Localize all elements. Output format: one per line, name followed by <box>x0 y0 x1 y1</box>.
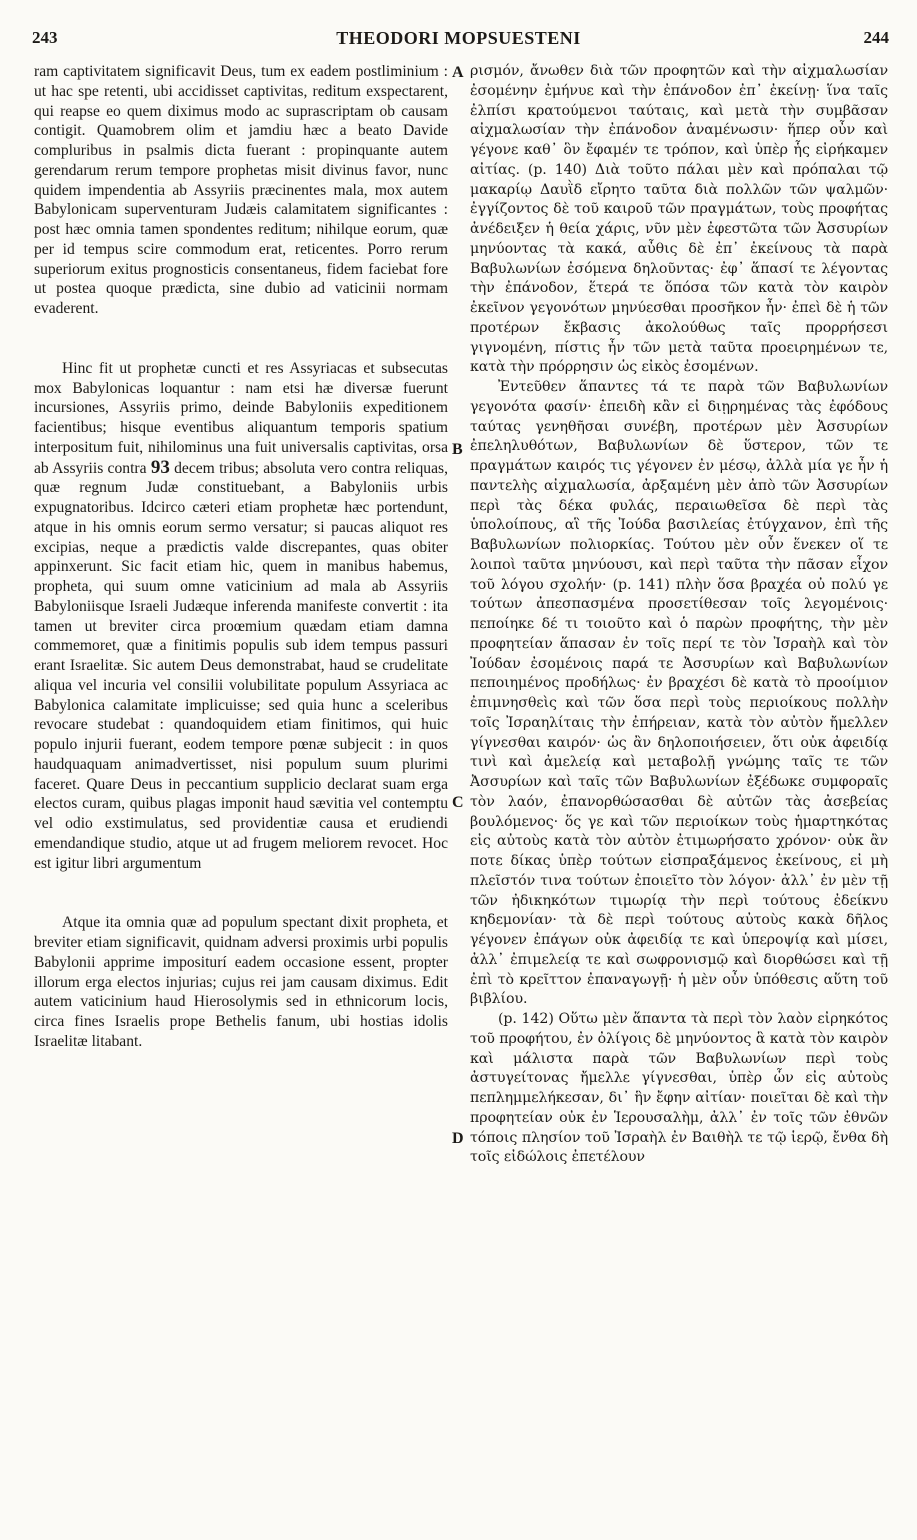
latin-paragraph-2 <box>34 359 448 874</box>
left-page-number: 243 <box>32 28 58 47</box>
right-page-number: 244 <box>863 28 889 47</box>
latin-paragraph-2-start: Hinc fit ut prophetæ cuncti et res Assyriacas et subsecutas mox Babylonicas loquantur : nam etsi hæ diversæ fuerunt incursiones, Assyriis primo, deinde Babyloniis expeditionem facientibus; hisque eventibus aliquantum temporis spatium interpositum fuit, nihilominus una fuit universalis captivitas, orsa ab Assyriis contra <box>34 359 448 477</box>
greek-paragraph-2: Ἐντεῦθεν ἅπαντες τά τε παρὰ τῶν Βαβυλωνίων γεγονότα φασίν· ἐπειδὴ κἂν εἰ διῃρημένας τὰς ἐφόδους ταύτας γενηθῆσαι συνέβη, προτέρων μὲν Ἀσσυρίων ἐπεληλυθότων, Βαβυλωνίων δὲ ὕστερον, τῶν τε πραγμάτων καιρός τις γέγονεν ἐν μέσῳ, ἀλλὰ μία γε ἦν ἡ παντελὴς αἰχμαλωσία, ἀρξαμένη μὲν ἀπὸ τῶν Ἀσσυρίων περὶ τὰς δέκα φυλάς, περαιωθεῖσα δὲ περὶ τὰς ὑπολοίπους, αἳ τῆς Ἰούδα βασιλείας ἐτύγχανον, ἐπὶ τῆς Βαβυλωνίων πολιορκίας. Τούτου μὲν οὖν ἕνεκεν οἵ τε λοιποὶ ταῦτα μηνύουσι, καὶ περὶ ταῦτα τὴν πᾶσαν εἶχον τοῦ λόγου σχολήν· (p. 141) πλὴν ὅσα βραχέα οὐ πολύ γε τούτων ἀπεσπασμένα προσετίθεσαν τοῖς λεγομένοις· πεποίηκε δέ τι τοιοῦτο καὶ ὁ παρὼν προφήτης, τὴν μὲν προφητείαν ἅπασαν ἐν τοῖς περί τε τὸν Ἰσραὴλ καὶ τὸν Ἰούδαν ἐσομένοις παρά τε Ἀσσυρίων καὶ Βαβυλωνίων πεποιημένος προδήλως· ἐν βραχέσι δὲ κατὰ τὸ προοίμιον ἐπιμνησθεὶς καὶ τῶν ὅσα περὶ τοὺς περιοίκους πολλὴν τοῖς Ἰσραηλίταις τὴν ἐπήρειαν, κατὰ τὸν αὐτὸν ἤμελλεν γίγνεσθαι καιρόν· ὡς ἂν δηλοποιήσειεν, ὅτι οὐκ ἀφειδίᾳ τινὶ καὶ ἀμελείᾳ καὶ μεταβολῇ γνώμης ταῖς τε τῶν Ἀσσυρίων καὶ ταῖς τῶν Βαβυλωνίων ἐξέδωκε συμφοραῖς τὸν λαόν, ἐπανορθώσασθαι δὲ αὐτῶν τὰς ἀσεβείας βουλόμενος· ὅς γε καὶ τῶν περιοίκων τοὺς ἡμαρτηκότας εἰς αὐτοὺς κατὰ τὸν αὐτὸν ἐτιμωρήσατο χρόνον· οὐκ ἂν ποτε δίκας ὑπὲρ τούτων εἰσπραξάμενος ἐκείνους, εἰ μὴ πλεῖστόν τινα τούτων ἐποιεῖτο τὸν λόγον· ἀλλ᾽ ἐν μὲν τῇ τῶν ἠδικηκότων τιμωρίᾳ τὴν περὶ τούτους ἐδείκνυ κηδεμονίαν· τὰ δὲ περὶ τούτους αὐτοὺς κακὰ δῆλος γέγονεν ἐπάγων οὐκ ἀφειδίᾳ τε καὶ ὑπεροψίᾳ καὶ μίσει, ἀλλ᾽ ἐπιμελείᾳ τε καὶ σωφρονισμῷ καὶ διορθώσει καὶ τῇ ἐπὶ τὸ κρεῖττον ἐπαναγωγῇ· ἡ μὲν οὖν ὑπόθεσις αὕτη τοῦ βιβλίου. <box>470 379 888 1008</box>
latin-paragraph-2-end: decem tribus; absoluta vero contra reliquas, quæ regnum Judæ constituebant, a Babyloniis urbis expugnatoribus. Idcirco cæteri etiam prophetæ hæc portendunt, atque in his omnis eorum sermo versatur; si paucas aliquot res excipias, neque a prædictis valde discrepantes, quas obiter appinxerunt. Sic facit etiam hic, quem in manibus habemus, propheta, qui suum omne vaticinium ad mala ab Assyriis Babyloniisque Israeli Judæque inferenda manifeste convertit : ita tamen ut breviter circa proœmium quædam etiam damna commemoret, quæ a finitimis populis sub idem tempus passuri erant Israelitæ. Sic autem Deus demonstrabat, haud se crudelitate aliqua vel incuria vel consilii volubilitate populum Assyriaca ac Babylonica calamitate implicuisse; sed quia hunc a sceleribus revocare studebat : quandoquidem etiam finitimos, qui huic populo injurii fuerant, eodem tempore pœnæ subjecit : in quos haudquaquam animadvertisset, nisi populum suum plurimi faceret. Quare Deus in peccantium supplicio declarat suam erga electos curam, quibus plagas imponit haud sævitia vel contemptu vel odio exstimulatus, sed providentiæ causa et erudiendi emendandique studio, atque ut ad frugem meliorem revocet. Hoc est igitur libri argumentum <box>34 459 448 872</box>
running-header <box>28 28 889 52</box>
paragraph-gap <box>34 319 448 359</box>
paragraph-gap <box>34 873 448 913</box>
greek-column <box>470 62 888 1168</box>
running-title: THEODORI MOPSUESTENI <box>336 28 581 48</box>
latin-column <box>34 62 448 1052</box>
section-marker-d: D <box>452 1130 464 1147</box>
column-number: 93 <box>150 456 170 478</box>
section-marker-c: C <box>452 794 464 811</box>
section-marker-a: A <box>452 64 464 81</box>
latin-paragraph-1: ram captivitatem significavit Deus, tum ex eadem postliminium : ut hac spe retenti, ubi accidisset captivitas, reditum exspectarent, qui reapse eo quem diximus modo ac suprascriptam ob causam contigit. Quamobrem olim et jamdiu hæc a beato Davide compluribus in psalmis dicta fuerant : propinquante autem gerendarum rerum tempore prophetas misit divinus favor, nunc quidem impendentia ab Assyriis præcinentes mala, mox autem Babylonicam superventuram Judæis calamitatem significantes : post hæc omnia tamen spondentes reditum; nihilque eorum, quæ per id tempus scire commodum erat, reticentes. Porro rerum superiorum exitus prognosticis consentaneus, fidem faciebat fore ut postea quoque prædicta, sine dubio ad vaticinii normam evaderent. <box>34 63 448 317</box>
greek-paragraph-1: ρισμόν, ἄνωθεν διὰ τῶν προφητῶν καὶ τὴν αἰχμαλωσίαν ἐσομένην ἐμήνυε καὶ τὴν ἐπάνοδον ἐπ᾽ ἐκείνῃ· ἵνα ταῖς ἐλπίσι κρατούμενοι ταύταις, καὶ μετὰ τὴν συμβᾶσαν αἰχμαλωσίαν τὴν ἐπάνοδον ἀναμένωσιν· ἥπερ οὖν καὶ γέγονε καθ᾽ ὃν ἔφαμέν τε τρόπον, καὶ ὑπὲρ ἧς εἰρήκαμεν αἰτίας. (p. 140) Διὰ τοῦτο πάλαι μὲν καὶ πρόπαλαι τῷ μακαρίῳ Δαυῒδ εἴρητο ταῦτα διὰ πολλῶν τῶν ψαλμῶν· ἐγγίζοντος δὲ τοῦ καιροῦ τῶν πραγμάτων, τοὺς προφήτας ἀνέδειξεν ἡ θεία χάρις, νῦν μὲν ἐφεστῶτα τῶν Ἀσσυρίων μηνύοντας τὰ κακά, αὖθις δὲ ἐπ᾽ ἐκείνους τὰ παρὰ Βαβυλωνίων ἐσόμενα δηλοῦντας· ἐφ᾽ ἅπασί τε λέγοντας τὴν ἐπάνοδον, ἕτερά τε ὅπόσα τῶν κατὰ τὸν καιρὸν ἐκεῖνον γεγονότων μηνύεσθαι προσῆκον ἦν· ἐπεὶ δὲ ἡ τῶν προτέρων ἔκβασις ἀκολούθως ταῖς προρρήσεσι γιγνομένη, πίστις ἦν τῶν μετὰ ταῦτα προειρημένων τε, κατὰ τὴν πρόρρησιν ὡς εἰκὸς ἐσομένων. <box>470 63 888 376</box>
latin-paragraph-3: Atque ita omnia quæ ad populum spectant dixit propheta, et breviter etiam significavit, quidnam adversi proximis urbi populis Babylonii apprime impositurí eadem occasione essent, propter illorum erga electos injurias; cujus rei jam causam diximus. Edit autem vaticinium haud Hierosolymis sed in ethnicorum locis, circa fines Israelis prope Bethelis fanum, ubi hostias idolis Israelitæ litabant. <box>34 914 448 1050</box>
greek-paragraph-3: (p. 142) Οὕτω μὲν ἅπαντα τὰ περὶ τὸν λαὸν εἰρηκότος τοῦ προφήτου, ἐν ὀλίγοις δὲ μηνύοντος ἃ κατὰ τὸν καιρὸν καὶ μάλιστα παρὰ τῶν Βαβυλωνίων περὶ τοὺς ἀστυγείτονας ἤμελλε γίγνεσθαι, ὑπὲρ ὧν εἰς αὐτοὺς πεπλημμελήκεσαν, δι᾽ ἣν ἔφην αἰτίαν· ποιεῖται δὲ καὶ τὴν προφητείαν οὐκ ἐν Ἱερουσαλὴμ, ἀλλ᾽ ἐν τοῖς τῶν ἐθνῶν τόποις πλησίον τοῦ Ἰσραὴλ ἐν Βαιθὴλ τε τῷ ἱερῷ, ἔνθα δὴ τοῖς εἰδώλοις ἐπετέλουν <box>470 1011 888 1166</box>
section-marker-b: B <box>452 441 463 458</box>
